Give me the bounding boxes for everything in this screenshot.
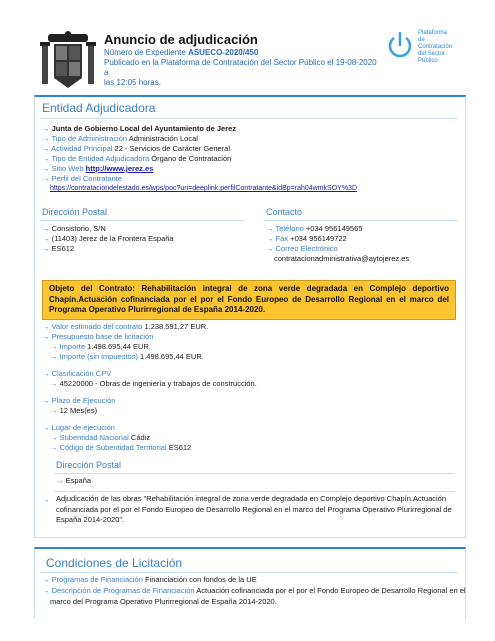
page-header bbox=[0, 0, 495, 100]
descripcion-line-2: marco del Programa Operativo Plurirregional de España 2014-2020. bbox=[50, 597, 277, 606]
plataforma-line: Público bbox=[418, 58, 438, 64]
arrow-icon: → bbox=[42, 244, 50, 253]
codigo-value: ES612 bbox=[168, 443, 192, 452]
descripcion-value: Actuación cofinanciada por el por el Fondo Europeo de Desarrollo Regional en el bbox=[196, 586, 466, 595]
descripcion-line bbox=[42, 586, 466, 596]
telefono-label: Teléfono bbox=[275, 224, 304, 233]
contacto-title: Contacto bbox=[266, 207, 303, 217]
arrow-icon: → bbox=[42, 174, 50, 183]
actividad-label: Actividad Principal bbox=[51, 144, 113, 153]
divider bbox=[40, 220, 244, 221]
plataforma-line: Plataforma bbox=[418, 30, 448, 36]
arrow-icon: → bbox=[42, 234, 50, 243]
cpv-value-line bbox=[50, 379, 257, 389]
condiciones-title: Condiciones de Licitación bbox=[46, 556, 183, 570]
arrow-icon: → bbox=[50, 443, 58, 452]
correo-line bbox=[266, 244, 338, 254]
arrow-icon: → bbox=[42, 495, 50, 504]
valor-estimado-line bbox=[42, 322, 208, 332]
arrow-icon: → bbox=[266, 244, 274, 253]
tipo-entidad-value: Órgano de Contratación bbox=[151, 154, 232, 163]
fax-value: +034 956149722 bbox=[290, 234, 347, 243]
arrow-icon: → bbox=[42, 332, 50, 341]
actividad-value: 22 - Servicios de Carácter General bbox=[114, 144, 231, 153]
divider bbox=[54, 491, 454, 492]
plazo-value: 12 Mes(es) bbox=[59, 406, 98, 415]
tipo-admin-line bbox=[42, 134, 198, 144]
arrow-icon: → bbox=[42, 575, 50, 584]
plazo-value-line bbox=[50, 406, 97, 416]
subentidad-value: Cádiz bbox=[130, 433, 151, 442]
plataforma-line: del Sector bbox=[418, 51, 446, 57]
tipo-admin-value: Administración Local bbox=[128, 134, 198, 143]
plataforma-line: de bbox=[418, 37, 425, 43]
sitio-web-link[interactable]: http://www.jerez.es bbox=[85, 164, 154, 173]
expediente-line bbox=[104, 48, 382, 58]
divider bbox=[264, 220, 458, 221]
arrow-icon: → bbox=[42, 423, 50, 432]
divider bbox=[54, 473, 454, 474]
objeto-text: Objeto del Contrato: Rehabilitación integral de zona verde degradada en Complejo deportivo Chapín.Actuación cofinanciada por el por el Fondo Europeo de Desarrollo Regional en el marco del Programa Operativo Plurirregional de España 2014-2020. bbox=[49, 284, 449, 314]
coat-of-arms-icon bbox=[40, 30, 96, 92]
correo-value: contratacionadministrativa@aytojerez.es bbox=[274, 254, 410, 263]
entidad-title: Entidad Adjudicadora bbox=[42, 101, 156, 115]
divider bbox=[40, 572, 458, 573]
perfil-line bbox=[42, 174, 122, 184]
arrow-icon: → bbox=[50, 342, 58, 351]
sitio-web-line bbox=[42, 164, 153, 174]
telefono-line bbox=[266, 224, 362, 234]
adjudicacion-arrow bbox=[42, 495, 50, 505]
arrow-icon: → bbox=[42, 224, 50, 233]
header-text bbox=[104, 32, 382, 88]
cpv-line bbox=[42, 369, 111, 379]
tipo-entidad-label: Tipo de Entidad Adjudicadora bbox=[51, 154, 150, 163]
pais-line bbox=[56, 476, 91, 486]
arrow-icon: → bbox=[42, 154, 50, 163]
expediente-label: Número de Expediente bbox=[104, 48, 186, 57]
tipo-entidad-line bbox=[42, 154, 231, 164]
arrow-icon: → bbox=[42, 124, 50, 133]
tipo-admin-label: Tipo de Administración bbox=[51, 134, 128, 143]
direccion-postal-title: Dirección Postal bbox=[42, 207, 108, 217]
published-line-2: las 12:05 horas. bbox=[104, 78, 161, 87]
lugar-line bbox=[42, 423, 115, 433]
presupuesto-label: Presupuesto base de licitación bbox=[51, 332, 154, 341]
subentidad-label: Subentidad Nacional bbox=[59, 433, 129, 442]
perfil-url-link[interactable]: https://contrataciondelestado.es/wps/poc?uri=deeplink:perfilContratante&idBp=rah04wmkSOY%3D bbox=[50, 185, 358, 192]
page-title: Anuncio de adjudicación bbox=[104, 32, 258, 47]
codigo-label: Código de Subentidad Territorial bbox=[59, 443, 167, 452]
importe-line bbox=[50, 342, 151, 352]
arrow-icon: → bbox=[42, 369, 50, 378]
descripcion-label: Descripción de Programas de Financiación bbox=[51, 586, 195, 595]
importe-label: Importe bbox=[59, 342, 86, 351]
power-logo-icon bbox=[386, 30, 414, 64]
sitio-web-label: Sitio Web bbox=[51, 164, 84, 173]
valor-estimado-label: Valor estimado del contrato bbox=[51, 322, 143, 331]
cpv-label: Clasificación CPV bbox=[51, 369, 112, 378]
org-name: Junta de Gobierno Local del Ayuntamiento de Jerez bbox=[51, 124, 237, 133]
codigo-line bbox=[50, 443, 191, 453]
arrow-icon: → bbox=[42, 322, 50, 331]
pais-value: España bbox=[65, 476, 92, 485]
org-name-line bbox=[42, 124, 236, 134]
actividad-line bbox=[42, 144, 230, 154]
plazo-line bbox=[42, 396, 115, 406]
arrow-icon: → bbox=[50, 352, 58, 361]
direccion-value: ES612 bbox=[51, 244, 75, 253]
lugar-label: Lugar de ejecución bbox=[51, 423, 115, 432]
arrow-icon: → bbox=[266, 234, 274, 243]
programas-label: Programas de Financiación bbox=[51, 575, 143, 584]
divider bbox=[40, 118, 458, 119]
direccion-line-1 bbox=[42, 224, 106, 234]
subentidad-line bbox=[50, 433, 150, 443]
arrow-icon: → bbox=[266, 224, 274, 233]
direccion-line-3 bbox=[42, 244, 74, 254]
arrow-icon: → bbox=[42, 144, 50, 153]
direccion-line-2 bbox=[42, 234, 174, 244]
importe-value: 1.498.695,44 EUR. bbox=[87, 342, 151, 351]
correo-label: Correo Electrónico bbox=[275, 244, 338, 253]
arrow-icon: → bbox=[50, 379, 58, 388]
fax-label: Fax bbox=[275, 234, 289, 243]
presupuesto-line bbox=[42, 332, 153, 342]
expediente-value: ASUECO-2020/450 bbox=[188, 48, 259, 57]
direccion-value: Consistorio, S/N bbox=[51, 224, 106, 233]
perfil-url-line bbox=[50, 184, 357, 194]
objeto-highlight bbox=[42, 280, 456, 320]
valor-estimado-value: 1.238.591,27 EUR. bbox=[144, 322, 209, 331]
programas-line bbox=[42, 575, 257, 585]
adjudicacion-text: Adjudicación de las obras "Rehabilitación integral de zona verde degradada en Complejo deportivo Chapín.Actuación cofinanciada por el por el Fondo Europeo de Desarrollo Regional en el marco del Programa Operativo Plurirregional de España 2014-2020". bbox=[56, 494, 452, 524]
importe-sin-label: Importe (sin impuestos) bbox=[59, 352, 138, 361]
lugar-direccion-title: Dirección Postal bbox=[56, 460, 122, 470]
arrow-icon: → bbox=[42, 586, 50, 595]
arrow-icon: → bbox=[50, 433, 58, 442]
cpv-value: 45220000 - Obras de ingeniería y trabajos de construcción. bbox=[59, 379, 257, 388]
importe-sin-line bbox=[50, 352, 204, 362]
plataforma-line: Contratación bbox=[418, 44, 453, 50]
arrow-icon: → bbox=[56, 476, 64, 485]
programas-value: Financiación con fondos de la UE bbox=[144, 575, 257, 584]
telefono-value: +034 956149565 bbox=[305, 224, 363, 233]
plazo-label: Plazo de Ejecución bbox=[51, 396, 116, 405]
arrow-icon: → bbox=[42, 396, 50, 405]
arrow-icon: → bbox=[42, 164, 50, 173]
perfil-label: Perfil del Contratante bbox=[51, 174, 123, 183]
published-line-1: Publicado en la Plataforma de Contratación del Sector Público el 19-08-2020 a bbox=[104, 58, 377, 77]
arrow-icon: → bbox=[50, 406, 58, 415]
fax-line bbox=[266, 234, 347, 244]
arrow-icon: → bbox=[42, 134, 50, 143]
plataforma-logo-text bbox=[418, 30, 452, 65]
importe-sin-value: 1.498.695,44 EUR. bbox=[140, 352, 204, 361]
direccion-value: (11403) Jerez de la Frontera España bbox=[51, 234, 174, 243]
